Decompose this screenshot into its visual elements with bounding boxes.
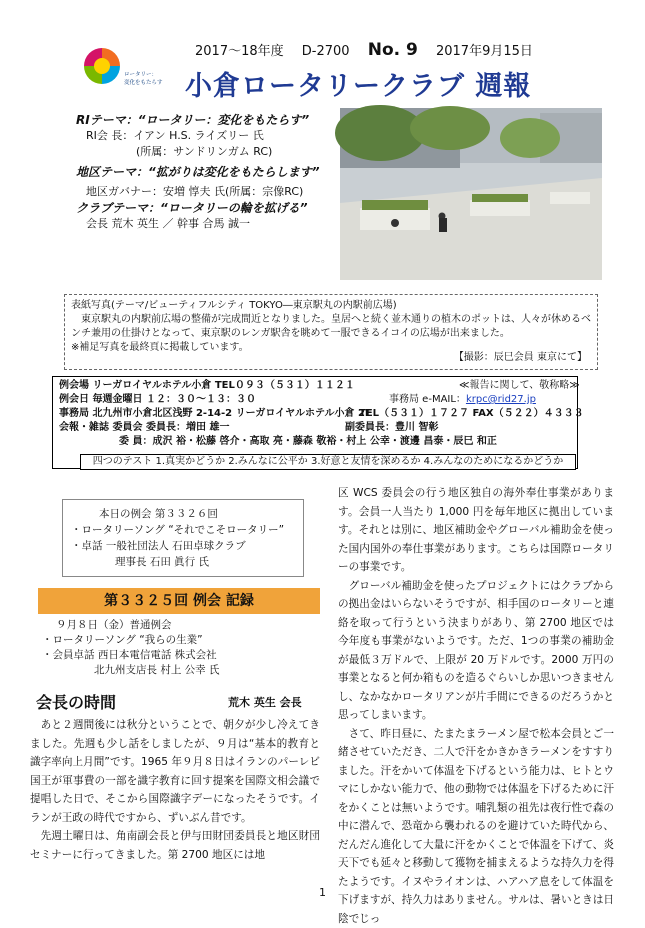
vice-chair: 副委員長：豊川 智彰 — [345, 421, 438, 435]
ri-theme: RⅠテーマ：“ロータリー：変化をもたらす” — [76, 112, 338, 128]
president-paragraph-2: 先週土曜日は、角南副会長と伊与田財団委員長と地区財団セミナーに行ってきました。第 2700 地区には地 — [30, 827, 320, 864]
office-address: 事務局 北九州市小倉北区浅野 2-14-2 リーガロイヤルホテル小倉 2F — [59, 408, 372, 419]
photo-caption-box — [64, 294, 598, 370]
today-meeting-box — [62, 499, 304, 577]
svg-text:変化をもたらす: 変化をもたらす — [124, 78, 163, 86]
svg-text:ロータリー：: ロータリー： — [124, 70, 157, 78]
fiscal-year: 2017～18年度 — [195, 44, 284, 59]
email-label: 事務局 e-MAIL： — [389, 394, 466, 405]
president-text-right — [338, 484, 614, 928]
report-note: ≪報告に関して、敬称略≫ — [459, 379, 580, 393]
photo-caption-body: 東京駅丸の内駅前広場の整備が完成間近となりました。皇居へと続く並木通りの植木のポットは、人々が休めるベンチ兼用の仕掛けとなって、東京駅のレンガ駅舎を眺めて一服できるイコイの広場が出来ました。 — [71, 313, 591, 341]
president-paragraph-4: グローバル補助金を使ったプロジェクトにはクラブからの拠出金はいらないそうですが、相手国のロータリーと連絡を取って行うという決まりがあり、第 2700 地区では今年度も事業がないようです。ただ、1つの事業の補助金が最低３万ドルで、上限が 20 万ドルです。2000 万円の事業となると何か箱ものを造るぐらいしか思いつきませんし、なかなかロータリアンが片手間にできるのだろうかと思ってしまいます。 — [338, 577, 614, 725]
office-tel: TEL（５３１）１７２７ FAX（５２２）４３３３ — [359, 407, 584, 421]
president-paragraph-3: 区 WCS 委員会の行う地区独自の海外奉仕事業があります。会員一人当たり 1,000 円を毎年地区に拠出しています。それとは別に、地区補助金やグローバル補助金を使った国内国外の奉仕事業があります。こちらは国際ロータリーの事業です。 — [338, 484, 614, 577]
today-talk: ・卓話 一般社団法人 石田卓球クラブ — [71, 538, 295, 554]
rotary-logo-icon — [80, 44, 152, 104]
today-speaker: 理事長 石田 眞行 氏 — [71, 554, 295, 570]
four-way-test: 四つのテスト 1.真実かどうか 2.みんなに公平か 3.好意と友情を深めるか 4.みんなのためになるかどうか — [80, 454, 576, 470]
president-paragraph-5: さて、昨日昼に、たまたまラーメン屋で松本会員とご一緒させていただき、二人で汗をかきかきラーメンをすすりました。汗をかいて体温を下げるという能力は、ヒトとウマにしかない能力で、他の動物では体温を下げるために汗をかくことは無いようです。哺乳類の祖先は夜行性で森の中に潜んで、恐竜から襲われるのを避けていた時代から、だんだん進化して大量に汗をかくことで体温を下げて、炎天下でも延々と移動して獲物を捕まえるような持久力を得たようです。イヌやライオンは、ハアハア息をして体温を下げますが、持久力はありません。サルは、暑いときは日陰でじっ — [338, 725, 614, 928]
district-governor: 地区ガバナー：安増 惇夫 氏(所属：宗像RC) — [76, 184, 338, 200]
venue: 例会場 リーガロイヤルホテル小倉 TEL０９３（５３１）１１２１ — [59, 380, 355, 391]
record-song: ・ロータリーソング “我らの生業” — [42, 633, 320, 648]
email-link[interactable]: krpc@rid27.jp — [466, 394, 536, 405]
club-theme: クラブテーマ：“ロータリーの輪を拡げる” — [76, 200, 338, 216]
photo-caption-title: 表紙写真(テーマ/ビューティフルシティ TOKYO―東京駅丸の内駅前広場) — [71, 299, 591, 313]
newsletter-title: 小倉ロータリークラブ 週報 — [185, 64, 531, 103]
issue-header — [195, 40, 547, 60]
president-paragraph-1: あと２週間後には秋分ということで、朝夕が少し冷えてきました。先週も少し話をしましたが、９月は“基本的教育と識字率向上月間”です。1965 年９月８日はイランのパーレビ国王が軍事費の一部を識字教育に回す提案を国際文相会議で提唱した日で、そこから国際識字デーになったそうです。イランが王政の時代ですから、ずいぶん昔です。 — [30, 716, 320, 827]
photo-credit: 【撮影：辰巳会員 東京にて】 — [454, 351, 587, 365]
committee-members: 委 員：成沢 裕・松藤 啓介・高取 亮・藤森 敬裕・村上 公幸・渡邊 昌泰・辰巳 和正 — [119, 436, 497, 447]
meeting-day: 例会日 毎週金曜日 １２：３０～１３：３０ — [59, 394, 256, 405]
ri-president: RⅠ会 長：イアン H.S. ライズリー 氏 — [76, 128, 338, 144]
today-song: ・ロータリーソング “それでこそロータリー” — [71, 522, 295, 538]
record-speaker: 北九州支店長 村上 公幸 氏 — [42, 663, 320, 678]
record-date: ９月８日（金）普通例会 — [42, 618, 320, 633]
issue-date: 2017年9月15日 — [436, 44, 533, 59]
district-number: D-2700 — [302, 44, 350, 59]
president-name: 荒木 英生 会長 — [228, 694, 302, 710]
bulletin-committee: 会報・雑誌 委員会 委員長：増田 雄一 — [59, 422, 229, 433]
district-theme: 地区テーマ：“拡がりは変化をもたらします” — [76, 164, 338, 180]
meeting-record — [42, 618, 320, 678]
ri-president-club: (所属：サンドリンガム RC) — [76, 144, 338, 160]
issue-number: No. 9 — [368, 40, 418, 60]
photo-caption-note: ※補足写真を最終頁に掲載しています。 — [71, 341, 591, 355]
cover-photo — [340, 108, 602, 280]
president-heading: 会長の時間 — [36, 690, 116, 713]
record-talk: ・会員卓話 西日本電信電話 株式会社 — [42, 648, 320, 663]
club-officers: 会長 荒木 英生 ／ 幹事 合馬 誠一 — [76, 216, 338, 232]
page-number: 1 — [0, 886, 645, 899]
today-meeting-title: 本日の例会 第３３２６回 — [71, 506, 295, 522]
theme-block — [76, 112, 338, 232]
president-text-left — [30, 716, 320, 864]
meeting-record-bar: 第３３２５回 例会 記録 — [38, 588, 320, 614]
